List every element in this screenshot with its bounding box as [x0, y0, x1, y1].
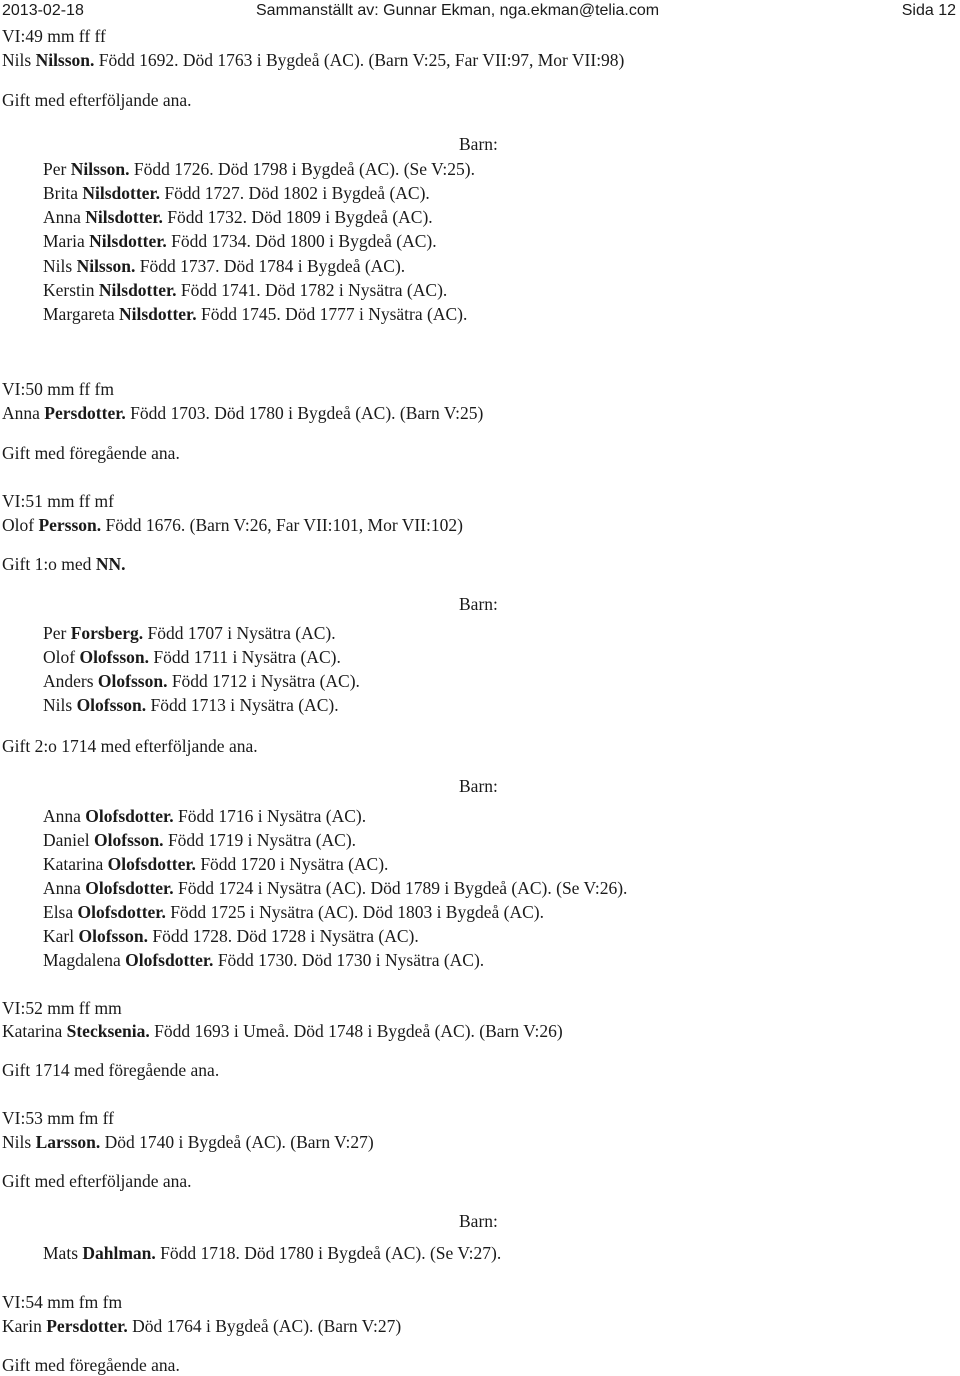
person-line: [2, 49, 624, 71]
child-surname: Olofsson.: [76, 695, 147, 715]
child-given-name: Brita: [43, 183, 78, 203]
child-given-name: Anna: [43, 878, 81, 898]
entry-id: VI:51 mm ff mf: [2, 491, 114, 511]
child-surname: Olofsson.: [97, 671, 168, 691]
person-surname: Persdotter.: [44, 403, 126, 423]
person-line: [2, 514, 463, 536]
marriage-line: [2, 1170, 192, 1192]
children-heading: Barn:: [459, 594, 498, 614]
entry-id: VI:52 mm ff mm: [2, 998, 122, 1018]
child-details: Född 1737. Död 1784 i Bygdeå (AC).: [139, 256, 406, 276]
marriage-text: Gift med föregående ana.: [2, 1355, 180, 1375]
child-given-name: Elsa: [43, 902, 74, 922]
person-line: [2, 1020, 563, 1042]
child-line: [43, 949, 484, 971]
child-given-name: Anna: [43, 806, 81, 826]
child-line: [43, 829, 356, 851]
child-surname: Olofsson.: [94, 830, 164, 850]
child-surname: Olofsdotter.: [107, 854, 196, 874]
child-surname: Nilsdotter.: [98, 280, 177, 300]
child-line: [43, 622, 336, 644]
child-given-name: Maria: [43, 231, 85, 251]
person-surname: Larsson.: [35, 1132, 101, 1152]
child-surname: Nilsdotter.: [85, 207, 163, 227]
person-line: [2, 1315, 401, 1337]
child-line: [43, 805, 366, 827]
person-surname: Nilsson.: [35, 50, 95, 70]
children-heading: Barn:: [459, 776, 498, 796]
children-heading: Barn:: [459, 1211, 498, 1231]
child-details: Född 1741. Död 1782 i Nysätra (AC).: [180, 280, 448, 300]
child-details: Född 1728. Död 1728 i Nysätra (AC).: [152, 926, 419, 946]
child-details: Född 1707 i Nysätra (AC).: [147, 623, 336, 643]
child-details: Född 1711 i Nysätra (AC).: [153, 647, 341, 667]
marriage-spouse: NN.: [95, 554, 126, 574]
child-surname: Olofsdotter.: [125, 950, 214, 970]
child-line: [43, 158, 475, 180]
person-details: Född 1676. (Barn V:26, Far VII:101, Mor VII:102): [105, 515, 463, 535]
child-details: Född 1712 i Nysätra (AC).: [171, 671, 360, 691]
child-details: Född 1718. Död 1780 i Bygdeå (AC). (Se V:27).: [160, 1243, 502, 1263]
child-line: [43, 877, 627, 899]
marriage-line: [2, 553, 125, 575]
child-surname: Nilsson.: [76, 256, 136, 276]
person-given-name: Nils: [2, 50, 32, 70]
child-line: [43, 853, 388, 875]
person-details: Död 1740 i Bygdeå (AC). (Barn V:27): [104, 1132, 374, 1152]
marriage-text: Gift 1714 med föregående ana.: [2, 1060, 220, 1080]
child-line: [43, 206, 433, 228]
child-line: [43, 694, 339, 716]
marriage-text: Gift 1:o med: [2, 554, 92, 574]
child-given-name: Margareta: [43, 304, 115, 324]
marriage-line: [2, 735, 258, 757]
child-line: [43, 303, 467, 325]
child-surname: Nilsdotter.: [82, 183, 160, 203]
child-line: [43, 925, 419, 947]
child-line: [43, 901, 544, 923]
child-surname: Olofsdotter.: [85, 806, 174, 826]
marriage-line: [2, 1059, 219, 1081]
marriage-text: Gift med efterföljande ana.: [2, 90, 192, 110]
header-date: 2013-02-18: [2, 2, 84, 19]
child-given-name: Per: [43, 623, 67, 643]
child-line: [43, 182, 430, 204]
person-given-name: Nils: [2, 1132, 32, 1152]
person-line: [2, 402, 483, 424]
person-details: Född 1703. Död 1780 i Bygdeå (AC). (Barn V:25): [130, 403, 484, 423]
person-surname: Persson.: [38, 515, 102, 535]
child-surname: Nilsson.: [70, 159, 130, 179]
child-given-name: Olof: [43, 647, 76, 667]
child-given-name: Kerstin: [43, 280, 95, 300]
child-surname: Olofsdotter.: [77, 902, 166, 922]
child-line: [43, 230, 437, 252]
child-given-name: Nils: [43, 695, 73, 715]
person-given-name: Katarina: [2, 1021, 63, 1041]
entry-id: VI:49 mm ff ff: [2, 26, 106, 46]
child-given-name: Katarina: [43, 854, 104, 874]
child-surname: Nilsdotter.: [118, 304, 197, 324]
person-line: [2, 1131, 374, 1153]
child-given-name: Anders: [43, 671, 94, 691]
child-details: Född 1727. Död 1802 i Bygdeå (AC).: [164, 183, 430, 203]
child-details: Född 1745. Död 1777 i Nysätra (AC).: [200, 304, 468, 324]
child-surname: Olofsdotter.: [85, 878, 174, 898]
person-given-name: Anna: [2, 403, 40, 423]
person-surname: Persdotter.: [46, 1316, 128, 1336]
child-line: [43, 670, 360, 692]
entry-id: VI:50 mm ff fm: [2, 379, 114, 399]
child-given-name: Mats: [43, 1243, 78, 1263]
child-surname: Forsberg.: [70, 623, 144, 643]
child-given-name: Per: [43, 159, 67, 179]
child-surname: Nilsdotter.: [89, 231, 167, 251]
marriage-text: Gift 2:o 1714 med efterföljande ana.: [2, 736, 258, 756]
child-details: Född 1716 i Nysätra (AC).: [177, 806, 367, 826]
marriage-line: [2, 89, 192, 111]
marriage-text: Gift med efterföljande ana.: [2, 1171, 192, 1191]
person-given-name: Karin: [2, 1316, 42, 1336]
child-given-name: Magdalena: [43, 950, 121, 970]
child-given-name: Daniel: [43, 830, 90, 850]
person-surname: Stecksenia.: [66, 1021, 150, 1041]
child-line: [43, 279, 447, 301]
child-line: [43, 646, 341, 668]
child-details: Född 1720 i Nysätra (AC).: [200, 854, 389, 874]
marriage-line: [2, 442, 180, 464]
child-line: [43, 255, 405, 277]
child-details: Född 1730. Död 1730 i Nysätra (AC).: [217, 950, 485, 970]
children-heading: Barn:: [459, 134, 498, 154]
child-line: [43, 1242, 501, 1264]
child-details: Född 1732. Död 1809 i Bygdeå (AC).: [167, 207, 433, 227]
child-details: Född 1726. Död 1798 i Bygdeå (AC). (Se V:25).: [133, 159, 475, 179]
person-details: Född 1692. Död 1763 i Bygdeå (AC). (Barn V:25, Far VII:97, Mor VII:98): [98, 50, 625, 70]
marriage-text: Gift med föregående ana.: [2, 443, 180, 463]
child-details: Född 1724 i Nysätra (AC). Död 1789 i Bygdeå (AC). (Se V:26).: [177, 878, 628, 898]
entry-id: VI:54 mm fm fm: [2, 1292, 123, 1312]
child-given-name: Karl: [43, 926, 75, 946]
person-given-name: Olof: [2, 515, 35, 535]
child-given-name: Anna: [43, 207, 81, 227]
person-details: Född 1693 i Umeå. Död 1748 i Bygdeå (AC). (Barn V:26): [154, 1021, 563, 1041]
child-surname: Olofsson.: [78, 926, 149, 946]
child-details: Född 1725 i Nysätra (AC). Död 1803 i Bygdeå (AC).: [170, 902, 544, 922]
header-page-number: Sida 12: [901, 2, 956, 19]
child-surname: Dahlman.: [82, 1243, 156, 1263]
header-compiler: Sammanställt av: Gunnar Ekman, nga.ekman@telia.com: [256, 2, 660, 19]
child-given-name: Nils: [43, 256, 73, 276]
child-surname: Olofsson.: [79, 647, 149, 667]
child-details: Född 1734. Död 1800 i Bygdeå (AC).: [171, 231, 437, 251]
person-details: Död 1764 i Bygdeå (AC). (Barn V:27): [132, 1316, 402, 1336]
marriage-line: [2, 1354, 180, 1376]
entry-id: VI:53 mm fm ff: [2, 1108, 114, 1128]
child-details: Född 1719 i Nysätra (AC).: [167, 830, 357, 850]
child-details: Född 1713 i Nysätra (AC).: [150, 695, 339, 715]
